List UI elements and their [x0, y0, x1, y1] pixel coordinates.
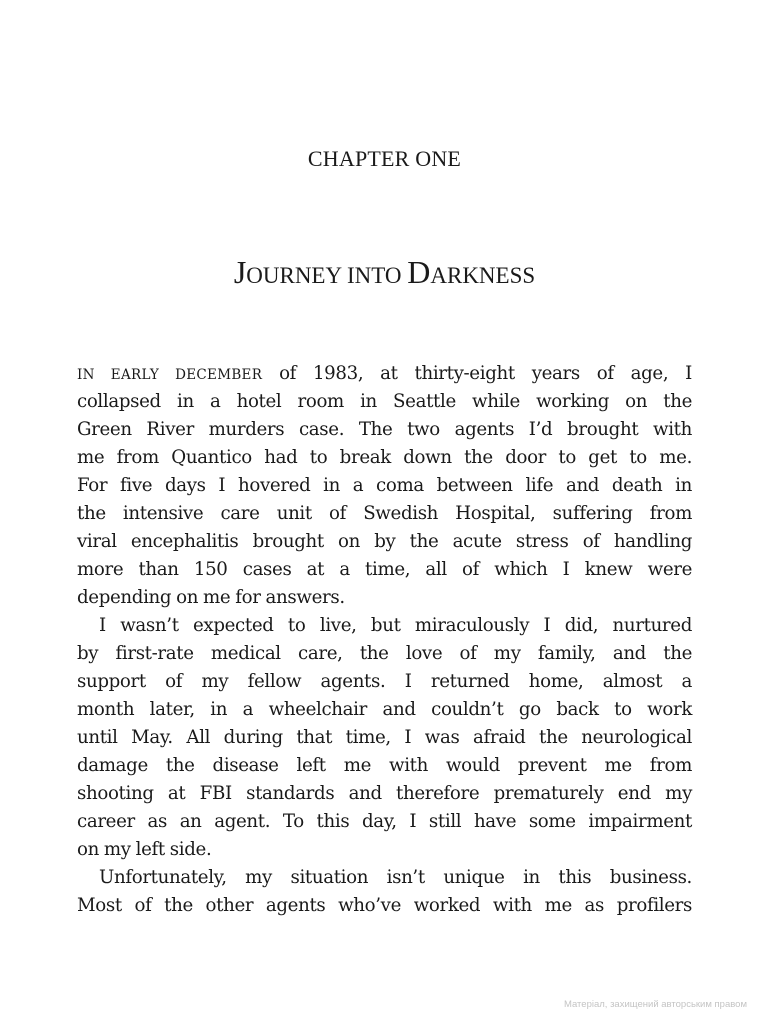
text-line: shooting at FBI standards and therefore prematurely end my — [77, 783, 692, 804]
text-line: career as an agent. To this day, I still have some impairment — [77, 811, 692, 832]
text-line: I wasn’t expected to live, but miraculously I did, nurtured — [99, 615, 692, 636]
text-line: For five days I hovered in a coma between life and death in — [77, 475, 692, 496]
text-line: collapsed in a hotel room in Seattle while working on the — [77, 391, 692, 412]
text-line: depending on me for answers. — [77, 587, 345, 608]
text-line: Unfortunately, my situation isn’t unique in this business. — [99, 867, 692, 888]
text-line: the intensive care unit of Swedish Hospital, suffering from — [77, 503, 692, 524]
chapter-title-initial-d: D — [407, 254, 431, 290]
chapter-title-part-2: ARKNESS — [430, 263, 536, 288]
text-line — [77, 360, 692, 388]
paragraph-3 — [77, 864, 692, 920]
text-line: damage the disease left me with would prevent me from — [77, 755, 692, 776]
text-line: Green River murders case. The two agents I’d brought with — [77, 419, 692, 440]
text-line: on my left side. — [77, 839, 212, 860]
chapter-title-part-1: OURNEY INTO — [246, 263, 408, 288]
text-line: until May. All during that time, I was afraid the neurological — [77, 727, 692, 748]
text-line: Most of the other agents who’ve worked with me as profilers — [77, 895, 692, 916]
paragraph-1 — [77, 360, 692, 612]
text-line: support of my fellow agents. I returned home, almost a — [77, 671, 692, 692]
text-line: me from Quantico had to break down the door to get to me. — [77, 447, 692, 468]
text-line: by first-rate medical care, the love of my family, and the — [77, 643, 692, 664]
paragraph-2 — [77, 612, 692, 864]
lead-in-smallcaps: IN EARLY DECEMBER — [77, 367, 263, 383]
text-line: more than 150 cases at a time, all of which I knew were — [77, 559, 692, 580]
chapter-title — [0, 254, 769, 291]
chapter-title-initial-j: J — [233, 254, 247, 290]
chapter-label: CHAPTER ONE — [307, 146, 462, 171]
text-line: viral encephalitis brought on by the acute stress of handling — [77, 531, 692, 552]
chapter-body — [77, 360, 692, 920]
copyright-watermark: Матеріал, захищений авторським правом — [563, 999, 747, 1010]
text-line: month later, in a wheelchair and couldn’t go back to work — [77, 699, 692, 720]
text-line-content: of 1983, at thirty-eight years of age, I — [262, 363, 692, 384]
